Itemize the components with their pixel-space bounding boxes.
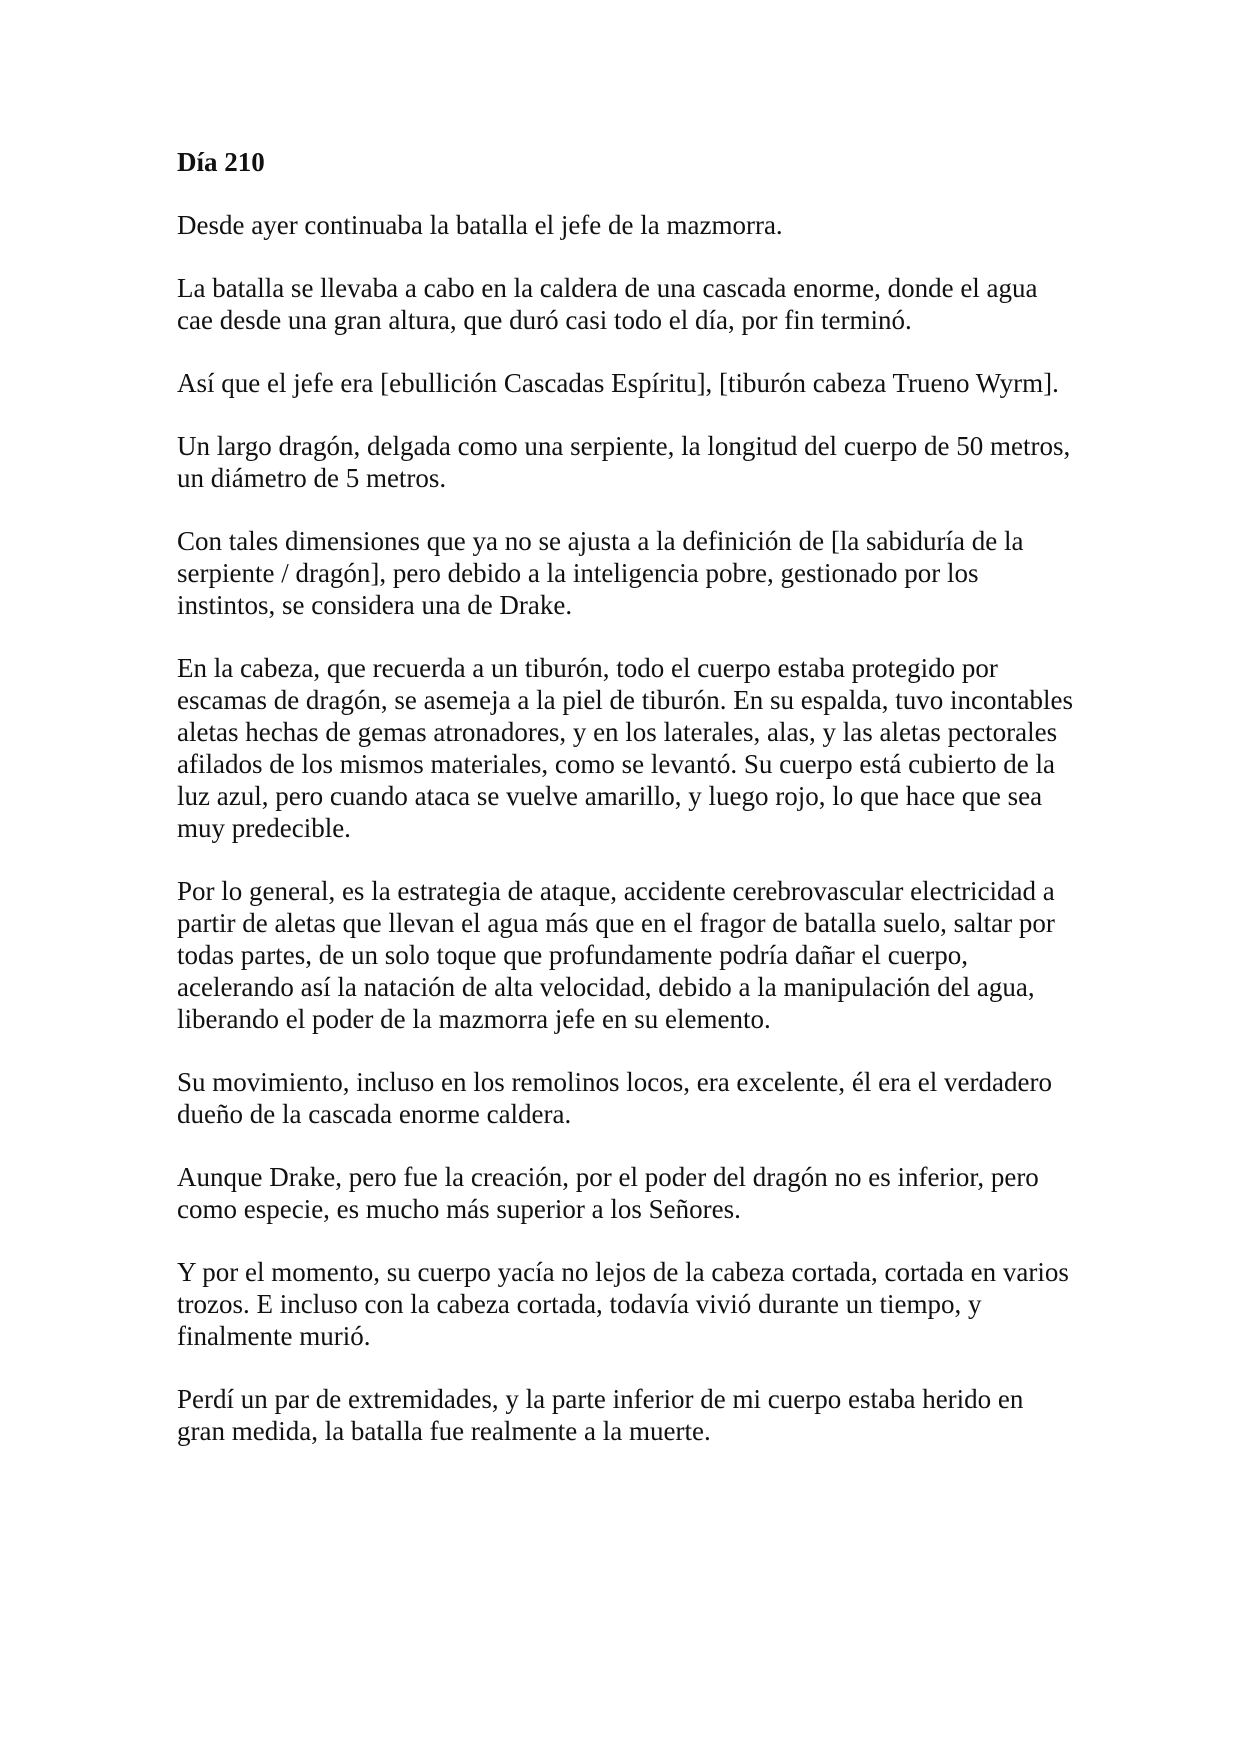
paragraph-8: Su movimiento, incluso en los remolinos locos, era excelente, él era el verdadero dueño de la cascada enorme caldera. bbox=[177, 1067, 1052, 1129]
paragraph-4: Un largo dragón, delgada como una serpiente, la longitud del cuerpo de 50 metros, un diámetro de 5 metros. bbox=[177, 431, 1071, 493]
paragraph-5: Con tales dimensiones que ya no se ajusta a la definición de [la sabiduría de la serpiente / dragón], pero debido a la inteligencia pobre, gestionado por los instintos, se considera una de Drake. bbox=[177, 526, 1024, 620]
paragraph-1: Desde ayer continuaba la batalla el jefe de la mazmorra. bbox=[177, 210, 783, 240]
day-heading: Día 210 bbox=[177, 147, 265, 177]
paragraph-6: En la cabeza, que recuerda a un tiburón, todo el cuerpo estaba protegido por escamas de dragón, se asemeja a la piel de tiburón. En su espalda, tuvo incontables aletas hechas de gemas atronadores, y en los laterales, alas, y las aletas pectorales afilados de los mismos materiales, como se levantó. Su cuerpo está cubierto de la luz azul, pero cuando ataca se vuelve amarillo, y luego rojo, lo que hace que sea muy predecible. bbox=[177, 653, 1073, 843]
paragraph-11: Perdí un par de extremidades, y la parte inferior de mi cuerpo estaba herido en gran medida, la batalla fue realmente a la muerte. bbox=[177, 1384, 1024, 1446]
paragraph-2: La batalla se llevaba a cabo en la caldera de una cascada enorme, donde el agua cae desde una gran altura, que duró casi todo el día, por fin terminó. bbox=[177, 273, 1038, 335]
paragraph-9: Aunque Drake, pero fue la creación, por el poder del dragón no es inferior, pero como especie, es mucho más superior a los Señores. bbox=[177, 1162, 1039, 1224]
paragraph-10: Y por el momento, su cuerpo yacía no lejos de la cabeza cortada, cortada en varios trozos. E incluso con la cabeza cortada, todavía vivió durante un tiempo, y finalmente murió. bbox=[177, 1257, 1069, 1351]
paragraph-7: Por lo general, es la estrategia de ataque, accidente cerebrovascular electricidad a partir de aletas que llevan el agua más que en el fragor de batalla suelo, saltar por todas partes, de un solo toque que profundamente podría dañar el cuerpo, acelerando así la natación de alta velocidad, debido a la manipulación del agua, liberando el poder de la mazmorra jefe en su elemento. bbox=[177, 876, 1055, 1034]
paragraph-3: Así que el jefe era [ebullición Cascadas Espíritu], [tiburón cabeza Trueno Wyrm]. bbox=[177, 368, 1059, 398]
document-body bbox=[177, 146, 1077, 1478]
